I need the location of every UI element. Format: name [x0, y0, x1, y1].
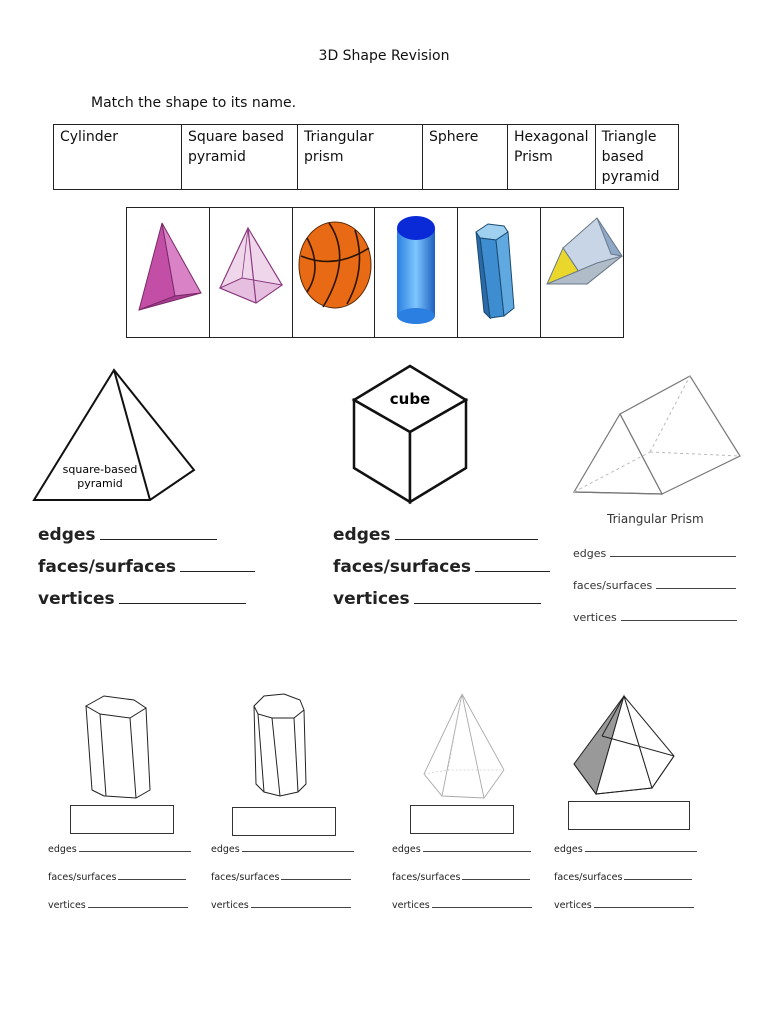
faces-label: faces/surfaces — [38, 557, 177, 577]
picture-cylinder — [375, 208, 458, 337]
name-cell-triangular-prism: Triangular prism — [298, 125, 423, 190]
answer-box-2[interactable] — [232, 807, 336, 836]
edges-answer-line[interactable] — [395, 525, 538, 540]
faces-answer-line[interactable] — [656, 578, 736, 589]
answer-box-4[interactable] — [568, 801, 690, 830]
answer-box-1[interactable] — [70, 805, 174, 834]
prism-questions — [573, 546, 737, 642]
cube-questions — [333, 525, 550, 621]
faces-label: faces/surfaces — [392, 872, 461, 883]
vertices-label: vertices — [392, 900, 430, 911]
faces-answer-line[interactable] — [475, 557, 550, 572]
edges-answer-line[interactable] — [242, 843, 354, 852]
edges-label: edges — [554, 844, 583, 855]
faces-answer-line[interactable] — [281, 871, 351, 880]
vertices-answer-line[interactable] — [621, 610, 737, 621]
edges-answer-line[interactable] — [100, 525, 217, 540]
vertices-answer-line[interactable] — [119, 589, 246, 604]
sphere-basketball-icon — [293, 208, 376, 337]
edges-label: edges — [38, 525, 96, 545]
edges-answer-line[interactable] — [585, 843, 697, 852]
vertices-answer-line[interactable] — [251, 899, 351, 908]
hexagonal-prism-icon — [458, 208, 541, 337]
picture-triangular-prism — [541, 208, 623, 337]
vertices-label: vertices — [48, 900, 86, 911]
faces-answer-line[interactable] — [462, 871, 530, 880]
faces-label: faces/surfaces — [554, 872, 623, 883]
prism-caption: Triangular Prism — [607, 512, 704, 526]
vertices-answer-line[interactable] — [414, 589, 541, 604]
edges-label: edges — [573, 547, 607, 560]
square-based-pyramid-drawing — [30, 365, 200, 505]
shape4-questions — [554, 843, 697, 927]
edges-label: edges — [48, 844, 77, 855]
faces-answer-line[interactable] — [180, 557, 255, 572]
cylinder-icon — [375, 208, 458, 337]
vertices-label: vertices — [38, 589, 115, 609]
triangle-based-pyramid-icon — [127, 208, 210, 337]
edges-answer-line[interactable] — [423, 843, 531, 852]
picture-square-based-pyramid — [210, 208, 293, 337]
picture-sphere — [293, 208, 376, 337]
shape-names-table — [53, 124, 679, 190]
edges-answer-line[interactable] — [610, 546, 736, 557]
vertices-answer-line[interactable] — [432, 899, 532, 908]
triangular-prism-icon — [541, 208, 624, 337]
picture-hexagonal-prism — [458, 208, 541, 337]
cube-label: cube — [389, 390, 431, 408]
pyramid-label-line2: pyramid — [77, 477, 123, 490]
vertices-label: vertices — [554, 900, 592, 911]
edges-label: edges — [392, 844, 421, 855]
pentagonal-pyramid-shaded-icon — [572, 692, 678, 802]
shape2-questions — [211, 843, 354, 927]
faces-answer-line[interactable] — [118, 871, 186, 880]
name-cell-hexagonal-prism: Hexagonal Prism — [508, 125, 596, 190]
shape1-questions — [48, 843, 191, 927]
name-cell-triangle-pyramid: Triangle based pyramid — [595, 125, 678, 190]
pyramid-questions — [38, 525, 255, 621]
name-cell-square-pyramid: Square based pyramid — [182, 125, 298, 190]
edges-label: edges — [211, 844, 240, 855]
hexagonal-prism-outline-icon — [82, 692, 157, 802]
faces-label: faces/surfaces — [573, 579, 653, 592]
vertices-label: vertices — [333, 589, 410, 609]
vertices-answer-line[interactable] — [88, 899, 188, 908]
cube-drawing — [348, 362, 472, 508]
faces-label: faces/surfaces — [211, 872, 280, 883]
vertices-label: vertices — [211, 900, 249, 911]
picture-triangle-based-pyramid — [127, 208, 210, 337]
triangular-prism-drawing — [570, 372, 745, 498]
pentagonal-pyramid-outline-icon — [420, 692, 506, 802]
octagonal-prism-outline-icon — [250, 692, 310, 802]
edges-answer-line[interactable] — [79, 843, 191, 852]
name-cell-sphere: Sphere — [423, 125, 508, 190]
square-based-pyramid-icon — [210, 208, 293, 337]
answer-box-3[interactable] — [410, 805, 514, 834]
faces-label: faces/surfaces — [48, 872, 117, 883]
shape-pictures-row — [126, 207, 624, 338]
vertices-answer-line[interactable] — [594, 899, 694, 908]
page-title: 3D Shape Revision — [318, 48, 450, 64]
shape3-questions — [392, 843, 532, 927]
instruction: Match the shape to its name. — [91, 95, 297, 111]
pyramid-label-line1: square-based — [62, 463, 138, 476]
edges-label: edges — [333, 525, 391, 545]
vertices-label: vertices — [573, 611, 617, 624]
faces-label: faces/surfaces — [333, 557, 472, 577]
faces-answer-line[interactable] — [624, 871, 692, 880]
name-cell-cylinder: Cylinder — [54, 125, 182, 190]
